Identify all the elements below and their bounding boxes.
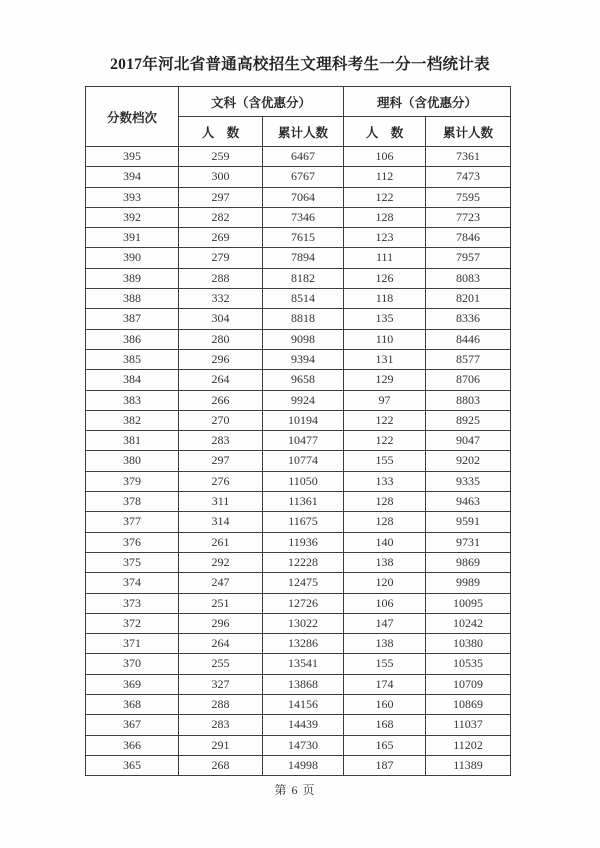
- table-row: [86, 228, 511, 248]
- li-count-cell: 174: [344, 674, 426, 694]
- score-cell: 374: [86, 573, 179, 593]
- li-count-cell: 133: [344, 471, 426, 491]
- li-cumulative-cell: 8336: [426, 309, 511, 329]
- li-count-cell: 128: [344, 207, 426, 227]
- li-count-cell: 165: [344, 735, 426, 755]
- score-cell: 382: [86, 410, 179, 430]
- score-cell: 386: [86, 329, 179, 349]
- li-count-cell: 138: [344, 552, 426, 572]
- li-count-cell: 160: [344, 695, 426, 715]
- li-count-cell: 155: [344, 451, 426, 471]
- score-cell: 389: [86, 268, 179, 288]
- wen-cumulative-cell: 14998: [263, 755, 344, 775]
- wen-count-cell: 282: [179, 207, 263, 227]
- score-cell: 388: [86, 289, 179, 309]
- score-cell: 379: [86, 471, 179, 491]
- wen-count-cell: 297: [179, 451, 263, 471]
- table-row: [86, 349, 511, 369]
- wen-count-cell: 261: [179, 532, 263, 552]
- li-count-cell: 122: [344, 410, 426, 430]
- wen-count-cell: 266: [179, 390, 263, 410]
- wen-cumulative-cell: 9924: [263, 390, 344, 410]
- table-header: [86, 87, 511, 147]
- li-cumulative-cell: 9047: [426, 431, 511, 451]
- score-cell: 368: [86, 695, 179, 715]
- score-cell: 370: [86, 654, 179, 674]
- score-cell: 384: [86, 370, 179, 390]
- wen-cumulative-cell: 7064: [263, 187, 344, 207]
- wen-cumulative-cell: 9394: [263, 349, 344, 369]
- wen-cumulative-cell: 8182: [263, 268, 344, 288]
- wen-cumulative-cell: 13541: [263, 654, 344, 674]
- li-cumulative-cell: 7473: [426, 167, 511, 187]
- li-count-cell: 128: [344, 492, 426, 512]
- wen-count-cell: 269: [179, 228, 263, 248]
- wen-cumulative-cell: 14156: [263, 695, 344, 715]
- li-count-cell: 138: [344, 634, 426, 654]
- table-row: [86, 715, 511, 735]
- table-row: [86, 410, 511, 430]
- page-title: 2017年河北省普通高校招生文理科考生一分一档统计表: [110, 56, 490, 73]
- li-cumulative-cell: 8446: [426, 329, 511, 349]
- header-group-row: [86, 87, 511, 117]
- wen-count-cell: 268: [179, 755, 263, 775]
- wen-count-cell: 288: [179, 268, 263, 288]
- wen-count-cell: 259: [179, 147, 263, 167]
- header-li-count: 人 数: [344, 117, 426, 147]
- li-cumulative-cell: 10242: [426, 613, 511, 633]
- score-cell: 372: [86, 613, 179, 633]
- table-row: [86, 573, 511, 593]
- li-cumulative-cell: 10869: [426, 695, 511, 715]
- wen-count-cell: 251: [179, 593, 263, 613]
- wen-count-cell: 255: [179, 654, 263, 674]
- wen-count-cell: 291: [179, 735, 263, 755]
- li-cumulative-cell: 10380: [426, 634, 511, 654]
- li-cumulative-cell: 7361: [426, 147, 511, 167]
- wen-count-cell: 283: [179, 431, 263, 451]
- li-cumulative-cell: 8706: [426, 370, 511, 390]
- table-row: [86, 512, 511, 532]
- li-cumulative-cell: 8803: [426, 390, 511, 410]
- wen-cumulative-cell: 12228: [263, 552, 344, 572]
- wen-cumulative-cell: 10194: [263, 410, 344, 430]
- table-row: [86, 613, 511, 633]
- table-row: [86, 147, 511, 167]
- table-row: [86, 167, 511, 187]
- wen-count-cell: 304: [179, 309, 263, 329]
- table-row: [86, 451, 511, 471]
- wen-cumulative-cell: 13022: [263, 613, 344, 633]
- wen-cumulative-cell: 8514: [263, 289, 344, 309]
- wen-count-cell: 276: [179, 471, 263, 491]
- wen-count-cell: 297: [179, 187, 263, 207]
- wen-count-cell: 311: [179, 492, 263, 512]
- li-cumulative-cell: 7846: [426, 228, 511, 248]
- header-wen-count: 人 数: [179, 117, 263, 147]
- score-cell: 385: [86, 349, 179, 369]
- li-count-cell: 126: [344, 268, 426, 288]
- li-cumulative-cell: 11389: [426, 755, 511, 775]
- table-row: [86, 755, 511, 775]
- score-cell: 366: [86, 735, 179, 755]
- wen-cumulative-cell: 11675: [263, 512, 344, 532]
- li-count-cell: 120: [344, 573, 426, 593]
- table-row: [86, 187, 511, 207]
- table-row: [86, 654, 511, 674]
- header-liberal-arts-group: 文科（含优惠分）: [179, 87, 344, 117]
- score-cell: 377: [86, 512, 179, 532]
- li-count-cell: 155: [344, 654, 426, 674]
- wen-count-cell: 300: [179, 167, 263, 187]
- li-cumulative-cell: 9869: [426, 552, 511, 572]
- li-cumulative-cell: 9463: [426, 492, 511, 512]
- table-row: [86, 735, 511, 755]
- table-row: [86, 289, 511, 309]
- li-cumulative-cell: 10535: [426, 654, 511, 674]
- li-cumulative-cell: 7957: [426, 248, 511, 268]
- table-row: [86, 593, 511, 613]
- wen-cumulative-cell: 12475: [263, 573, 344, 593]
- li-count-cell: 122: [344, 431, 426, 451]
- wen-cumulative-cell: 11936: [263, 532, 344, 552]
- table-row: [86, 268, 511, 288]
- table-row: [86, 390, 511, 410]
- li-count-cell: 112: [344, 167, 426, 187]
- li-cumulative-cell: 11202: [426, 735, 511, 755]
- table-row: [86, 471, 511, 491]
- li-cumulative-cell: 8083: [426, 268, 511, 288]
- score-cell: 392: [86, 207, 179, 227]
- wen-count-cell: 270: [179, 410, 263, 430]
- wen-cumulative-cell: 13286: [263, 634, 344, 654]
- table-row: [86, 634, 511, 654]
- li-count-cell: 111: [344, 248, 426, 268]
- wen-cumulative-cell: 9658: [263, 370, 344, 390]
- table-row: [86, 674, 511, 694]
- page-number: 第 6 页: [274, 783, 316, 797]
- li-cumulative-cell: 10709: [426, 674, 511, 694]
- wen-cumulative-cell: 6767: [263, 167, 344, 187]
- li-cumulative-cell: 9989: [426, 573, 511, 593]
- table-row: [86, 695, 511, 715]
- table-row: [86, 207, 511, 227]
- li-cumulative-cell: 7595: [426, 187, 511, 207]
- wen-count-cell: 279: [179, 248, 263, 268]
- score-cell: 383: [86, 390, 179, 410]
- wen-count-cell: 296: [179, 349, 263, 369]
- li-count-cell: 106: [344, 147, 426, 167]
- header-wen-cumulative: 累计人数: [263, 117, 344, 147]
- header-score-level: 分数档次: [86, 87, 179, 147]
- score-cell: 394: [86, 167, 179, 187]
- table-row: [86, 329, 511, 349]
- wen-cumulative-cell: 9098: [263, 329, 344, 349]
- wen-cumulative-cell: 7894: [263, 248, 344, 268]
- li-count-cell: 106: [344, 593, 426, 613]
- li-count-cell: 129: [344, 370, 426, 390]
- score-cell: 371: [86, 634, 179, 654]
- score-cell: 387: [86, 309, 179, 329]
- wen-count-cell: 264: [179, 370, 263, 390]
- score-cell: 391: [86, 228, 179, 248]
- score-cell: 375: [86, 552, 179, 572]
- wen-cumulative-cell: 7346: [263, 207, 344, 227]
- li-count-cell: 122: [344, 187, 426, 207]
- wen-cumulative-cell: 10477: [263, 431, 344, 451]
- wen-count-cell: 280: [179, 329, 263, 349]
- li-count-cell: 140: [344, 532, 426, 552]
- table-body: [86, 147, 511, 776]
- table-row: [86, 492, 511, 512]
- li-cumulative-cell: 9335: [426, 471, 511, 491]
- wen-cumulative-cell: 11361: [263, 492, 344, 512]
- wen-cumulative-cell: 13868: [263, 674, 344, 694]
- li-cumulative-cell: 8925: [426, 410, 511, 430]
- score-cell: 380: [86, 451, 179, 471]
- li-count-cell: 131: [344, 349, 426, 369]
- li-count-cell: 110: [344, 329, 426, 349]
- wen-cumulative-cell: 6467: [263, 147, 344, 167]
- wen-count-cell: 247: [179, 573, 263, 593]
- li-count-cell: 147: [344, 613, 426, 633]
- li-cumulative-cell: 9591: [426, 512, 511, 532]
- score-cell: 376: [86, 532, 179, 552]
- table-row: [86, 431, 511, 451]
- score-distribution-table: [85, 86, 511, 776]
- li-cumulative-cell: 9731: [426, 532, 511, 552]
- wen-count-cell: 314: [179, 512, 263, 532]
- li-count-cell: 97: [344, 390, 426, 410]
- score-cell: 367: [86, 715, 179, 735]
- table-row: [86, 532, 511, 552]
- score-cell: 381: [86, 431, 179, 451]
- header-science-group: 理科（含优惠分）: [344, 87, 511, 117]
- wen-count-cell: 292: [179, 552, 263, 572]
- score-cell: 365: [86, 755, 179, 775]
- score-cell: 395: [86, 147, 179, 167]
- wen-count-cell: 332: [179, 289, 263, 309]
- wen-count-cell: 296: [179, 613, 263, 633]
- score-cell: 373: [86, 593, 179, 613]
- li-cumulative-cell: 8201: [426, 289, 511, 309]
- wen-cumulative-cell: 10774: [263, 451, 344, 471]
- wen-cumulative-cell: 11050: [263, 471, 344, 491]
- table-row: [86, 248, 511, 268]
- li-cumulative-cell: 7723: [426, 207, 511, 227]
- li-cumulative-cell: 9202: [426, 451, 511, 471]
- score-cell: 369: [86, 674, 179, 694]
- li-count-cell: 118: [344, 289, 426, 309]
- wen-count-cell: 283: [179, 715, 263, 735]
- table-row: [86, 552, 511, 572]
- wen-count-cell: 288: [179, 695, 263, 715]
- li-count-cell: 168: [344, 715, 426, 735]
- li-count-cell: 128: [344, 512, 426, 532]
- wen-cumulative-cell: 14439: [263, 715, 344, 735]
- li-cumulative-cell: 11037: [426, 715, 511, 735]
- li-count-cell: 135: [344, 309, 426, 329]
- score-cell: 378: [86, 492, 179, 512]
- score-cell: 393: [86, 187, 179, 207]
- wen-count-cell: 264: [179, 634, 263, 654]
- wen-cumulative-cell: 7615: [263, 228, 344, 248]
- wen-cumulative-cell: 14730: [263, 735, 344, 755]
- li-cumulative-cell: 8577: [426, 349, 511, 369]
- score-cell: 390: [86, 248, 179, 268]
- table-row: [86, 309, 511, 329]
- li-cumulative-cell: 10095: [426, 593, 511, 613]
- li-count-cell: 123: [344, 228, 426, 248]
- table-row: [86, 370, 511, 390]
- wen-cumulative-cell: 12726: [263, 593, 344, 613]
- li-count-cell: 187: [344, 755, 426, 775]
- wen-cumulative-cell: 8818: [263, 309, 344, 329]
- header-li-cumulative: 累计人数: [426, 117, 511, 147]
- wen-count-cell: 327: [179, 674, 263, 694]
